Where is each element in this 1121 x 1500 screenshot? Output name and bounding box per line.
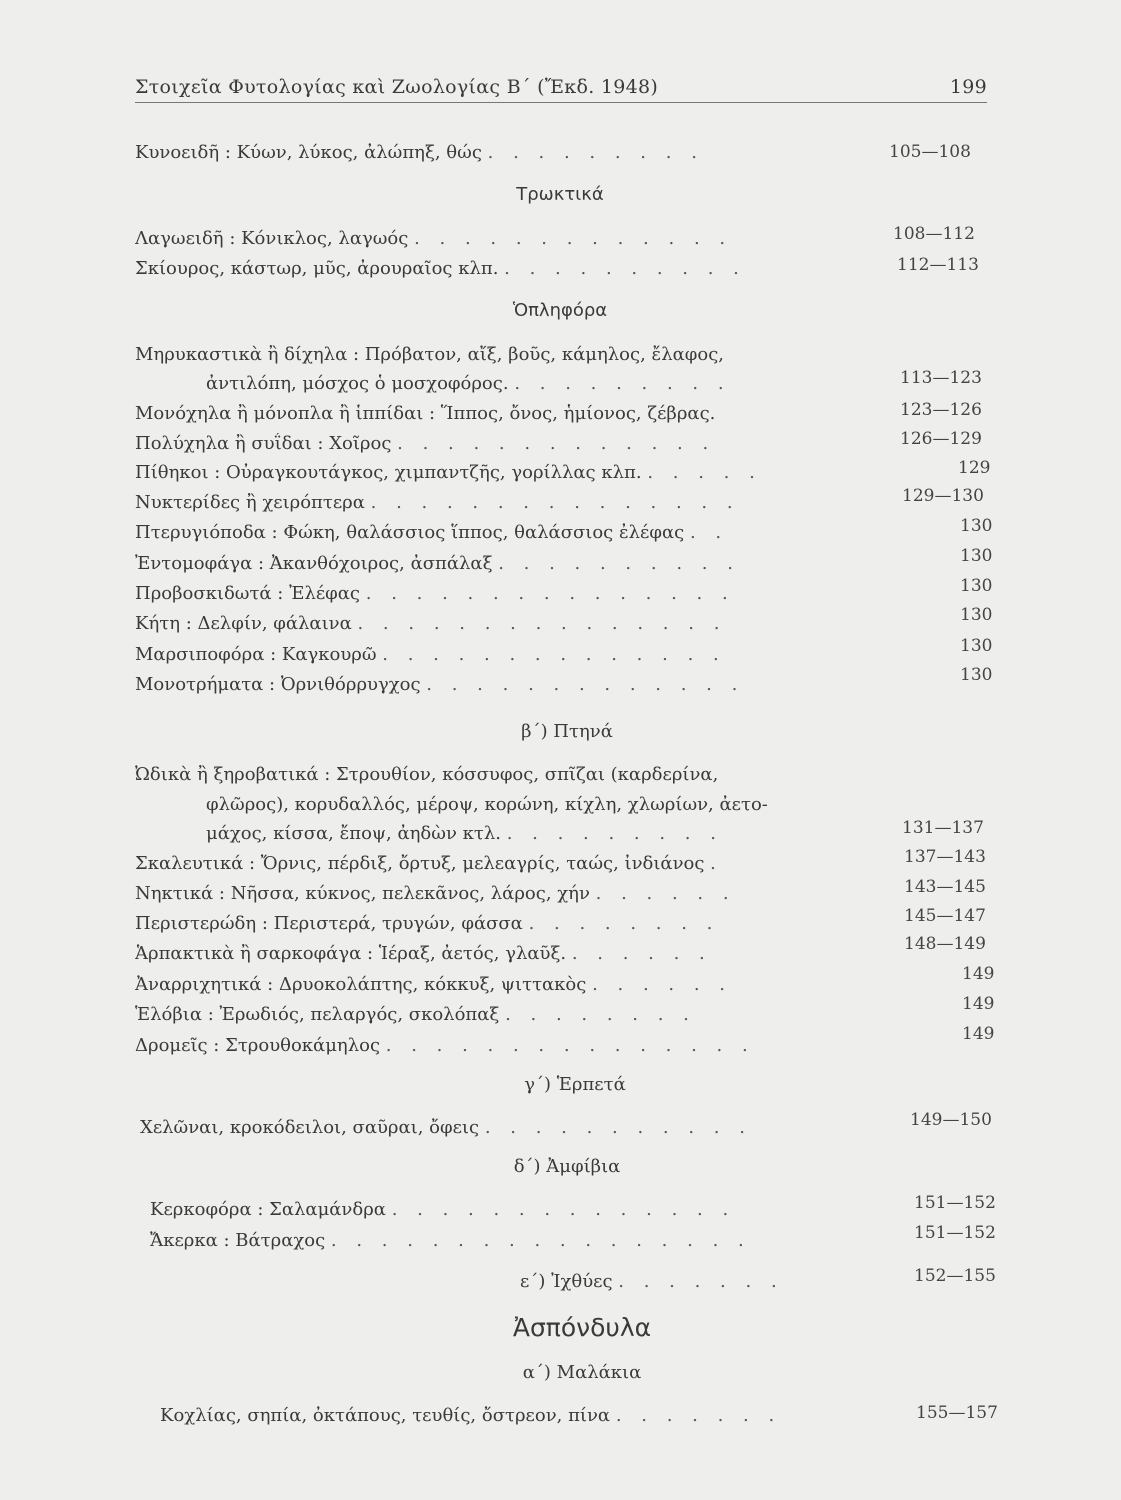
index-entry bbox=[135, 883, 870, 909]
entry-pages: 149 bbox=[962, 994, 995, 1014]
index-entry bbox=[135, 433, 870, 459]
entry-pages: 148—149 bbox=[904, 934, 986, 954]
entry-text: μάχος, κίσσα, ἔποψ, ἀηδὼν κτλ. bbox=[206, 823, 501, 844]
index-entry bbox=[206, 823, 870, 849]
entry-pages: 145—147 bbox=[904, 906, 986, 926]
index-entry bbox=[135, 142, 870, 168]
dot-leader: . . . . . . . . . . bbox=[504, 258, 746, 279]
entry-pages: 143—145 bbox=[904, 877, 986, 897]
dot-leader: . . . . . . bbox=[595, 883, 736, 904]
entry-pages: 137—143 bbox=[904, 847, 986, 867]
section-heading: δ΄) Ἀμφίβια bbox=[513, 1156, 621, 1177]
index-entry bbox=[135, 403, 870, 429]
entry-pages: 149 bbox=[962, 964, 995, 984]
entry-text: Πολύχηλα ἢ συΐδαι : Χοῖρος bbox=[135, 433, 392, 454]
index-entry bbox=[135, 913, 870, 939]
entry-pages: 130 bbox=[960, 516, 993, 536]
entry-pages: 151—152 bbox=[914, 1193, 996, 1213]
entry-pages: 130 bbox=[960, 636, 993, 656]
entry-text: Ἑλόβια : Ἐρωδιός, πελαργός, σκολόπαξ bbox=[135, 1004, 500, 1025]
dot-leader: . . . . . . . bbox=[618, 1271, 784, 1292]
dot-leader: . . . . . . . . . . . . . . . bbox=[385, 1035, 755, 1056]
section-heading: α΄) Μαλάκια bbox=[522, 1362, 642, 1383]
dot-leader: . . . . . . . . . . bbox=[498, 553, 740, 574]
dot-leader: . . . . . . . . . . . bbox=[484, 1117, 752, 1138]
page-number: 199 bbox=[949, 76, 987, 98]
dot-leader: . . . . . . bbox=[592, 974, 733, 995]
index-entry bbox=[135, 644, 870, 670]
index-entry bbox=[135, 974, 870, 1000]
entry-pages: 123—126 bbox=[900, 400, 982, 420]
index-entry bbox=[135, 674, 870, 700]
index-entry bbox=[140, 1117, 880, 1143]
entry-pages: 113—123 bbox=[900, 368, 982, 388]
index-entry bbox=[135, 583, 870, 609]
index-entry bbox=[206, 373, 870, 399]
dot-leader: . . . . . . . . . . . . . . . bbox=[365, 583, 735, 604]
entry-text: ε΄) Ἰχθύες bbox=[520, 1271, 613, 1292]
entry-pages: 155—157 bbox=[916, 1403, 998, 1423]
entry-pages: 126—129 bbox=[900, 429, 982, 449]
entry-pages: 152—155 bbox=[914, 1266, 996, 1286]
dot-leader: . . . . . . . . . . . . . bbox=[397, 433, 716, 454]
entry-text: Ἁρπακτικὰ ἢ σαρκοφάγα : Ἱέραξ, ἀετός, γλαῦξ. bbox=[135, 943, 567, 964]
index-entry bbox=[135, 1035, 870, 1061]
entry-text: Μαρσιποφόρα : Καγκουρῶ bbox=[135, 644, 377, 665]
dot-leader: . . . . . . . . bbox=[505, 1004, 696, 1025]
entry-text: Κερκοφόρα : Σαλαμάνδρα bbox=[150, 1199, 386, 1220]
entry-pages: 130 bbox=[960, 665, 993, 685]
entry-text: Κήτη : Δελφίν, φάλαινα bbox=[135, 613, 352, 634]
dot-leader: . . . . . . . . . . . . . bbox=[414, 228, 733, 249]
dot-leader: . . . . . . . . bbox=[528, 913, 720, 934]
index-entry bbox=[135, 492, 870, 518]
entry-text: Προβοσκιδωτά : Ἐλέφας bbox=[135, 583, 361, 604]
dot-leader: . . . . . . . . . . . . . . bbox=[391, 1199, 736, 1220]
dot-leader: . . . . . . . . . bbox=[506, 823, 723, 844]
entry-text: Ἐντομοφάγα : Ἀκανθόχοιρος, ἀσπάλαξ bbox=[135, 553, 493, 574]
entry-pages: 112—113 bbox=[897, 255, 979, 275]
entry-text: Μονόχηλα ἢ μόνοπλα ἢ ἱππίδαι : Ἵππος, ὄνος, ἡμίονος, ζέβρας. bbox=[135, 403, 716, 424]
section-heading: β΄) Πτηνά bbox=[521, 721, 613, 742]
entry-text: Ἄκερκα : Βάτραχος bbox=[150, 1230, 326, 1251]
entry-pages: 149—150 bbox=[910, 1110, 992, 1130]
entry-text: Σκαλευτικά : Ὄρνις, πέρδιξ, ὄρτυξ, μελεαγρίς, ταώς, ἰνδιάνος bbox=[135, 853, 705, 874]
index-entry bbox=[135, 613, 870, 639]
entry-pages: 108—112 bbox=[893, 224, 975, 244]
dot-leader: . . . . . . . . . bbox=[514, 373, 731, 394]
entry-text: φλῶρος), κορυδαλλός, μέροψ, κορώνη, κίχλη, χλωρίων, ἀετο- bbox=[206, 794, 768, 815]
entry-text: Μηρυκαστικὰ ἢ δίχηλα : Πρόβατον, αἴξ, βοῦς, κάμηλος, ἔλαφος, bbox=[135, 344, 724, 365]
dot-leader: . bbox=[710, 853, 723, 874]
entry-text: Σκίουρος, κάστωρ, μῦς, ἀρουραῖος κλπ. bbox=[135, 258, 499, 279]
entry-text: Ἀναρριχητικά : Δρυοκολάπτης, κόκκυξ, ψιττακὸς bbox=[135, 974, 587, 995]
dot-leader: . . . . . . . . . . . . . . . . . bbox=[330, 1230, 751, 1251]
entry-pages: 151—152 bbox=[914, 1223, 996, 1243]
index-entry bbox=[135, 258, 870, 284]
entry-pages: 149 bbox=[962, 1024, 995, 1044]
dot-leader: . . . . . . . bbox=[615, 1405, 782, 1426]
section-heading: Τρωκτικά bbox=[516, 184, 604, 205]
index-entry bbox=[150, 1199, 890, 1225]
dot-leader: . . . . . bbox=[647, 462, 762, 483]
dot-leader: . . . . . . . . . . . . . . bbox=[382, 644, 726, 665]
index-entry bbox=[135, 853, 870, 879]
entry-text: Δρομεῖς : Στρουθοκάμηλος bbox=[135, 1035, 381, 1056]
header-rule bbox=[135, 102, 987, 103]
dot-leader: . . . . . . bbox=[571, 943, 712, 964]
index-entry bbox=[135, 344, 870, 370]
entry-text: Κοχλίας, σηπία, ὀκτάπους, τευθίς, ὄστρεον, πίνα bbox=[160, 1405, 611, 1426]
dot-leader: . . bbox=[689, 522, 729, 543]
entry-text: Πτερυγιόποδα : Φώκη, θαλάσσιος ἵππος, θαλάσσιος ἐλέφας bbox=[135, 522, 685, 543]
index-entry bbox=[160, 1405, 895, 1431]
entry-text: Χελῶναι, κροκόδειλοι, σαῦραι, ὄφεις bbox=[140, 1117, 480, 1138]
dot-leader: . . . . . . . . . bbox=[487, 142, 704, 163]
entry-pages: 105—108 bbox=[889, 142, 971, 162]
section-heading: Ὁπληφόρα bbox=[512, 300, 608, 321]
entry-text: Ὠδικὰ ἢ ξηροβατικά : Στρουθίον, κόσσυφος, σπῖζαι (καρδερίνα, bbox=[135, 764, 719, 785]
index-entry bbox=[135, 1004, 870, 1030]
index-entry bbox=[150, 1230, 890, 1256]
entry-pages: 130 bbox=[960, 546, 993, 566]
entry-text: ἀντιλόπη, μόσχος ὁ μοσχοφόρος. bbox=[206, 373, 509, 394]
index-entry bbox=[135, 462, 870, 488]
index-entry bbox=[520, 1271, 900, 1297]
running-header bbox=[135, 76, 987, 102]
dot-leader: . . . . . . . . . . . . . . . bbox=[357, 613, 727, 634]
entry-text: Μονοτρήματα : Ὀρνιθόρρυγχος bbox=[135, 674, 421, 695]
index-entry bbox=[135, 764, 870, 790]
entry-text: Λαγωειδῆ : Κόνικλος, λαγωός bbox=[135, 228, 409, 249]
entry-text: Κυνοειδῆ : Κύων, λύκος, ἀλώπηξ, θώς bbox=[135, 142, 482, 163]
entry-text: Νηκτικά : Νῆσσα, κύκνος, πελεκᾶνος, λάρος, χήν bbox=[135, 883, 590, 904]
part-heading: Ἀσπόνδυλα bbox=[512, 1313, 652, 1342]
index-entry bbox=[135, 553, 870, 579]
entry-text: Πίθηκοι : Οὐραγκουτάγκος, χιμπαντζῆς, γορίλλας κλπ. bbox=[135, 462, 642, 483]
entry-pages: 131—137 bbox=[902, 818, 984, 838]
entry-text: Νυκτερίδες ἢ χειρόπτερα bbox=[135, 492, 365, 513]
index-entry bbox=[135, 522, 870, 548]
entry-pages: 130 bbox=[960, 576, 993, 596]
entry-pages: 129 bbox=[958, 458, 991, 478]
entry-text: Περιστερώδη : Περιστερά, τρυγών, φάσσα bbox=[135, 913, 523, 934]
dot-leader: . . . . . . . . . . . . . bbox=[426, 674, 745, 695]
entry-pages: 129—130 bbox=[902, 486, 984, 506]
index-entry bbox=[135, 228, 870, 254]
index-entry bbox=[135, 943, 870, 969]
header-title: Στοιχεῖα Φυτολογίας καὶ Ζωολογίας Β΄ (Ἔκδ. 1948) bbox=[135, 76, 659, 98]
dot-leader: . . . . . . . . . . . . . . . bbox=[370, 492, 740, 513]
section-heading: γ΄) Ἑρπετά bbox=[524, 1074, 626, 1095]
entry-pages: 130 bbox=[960, 605, 993, 625]
index-entry bbox=[206, 794, 870, 820]
